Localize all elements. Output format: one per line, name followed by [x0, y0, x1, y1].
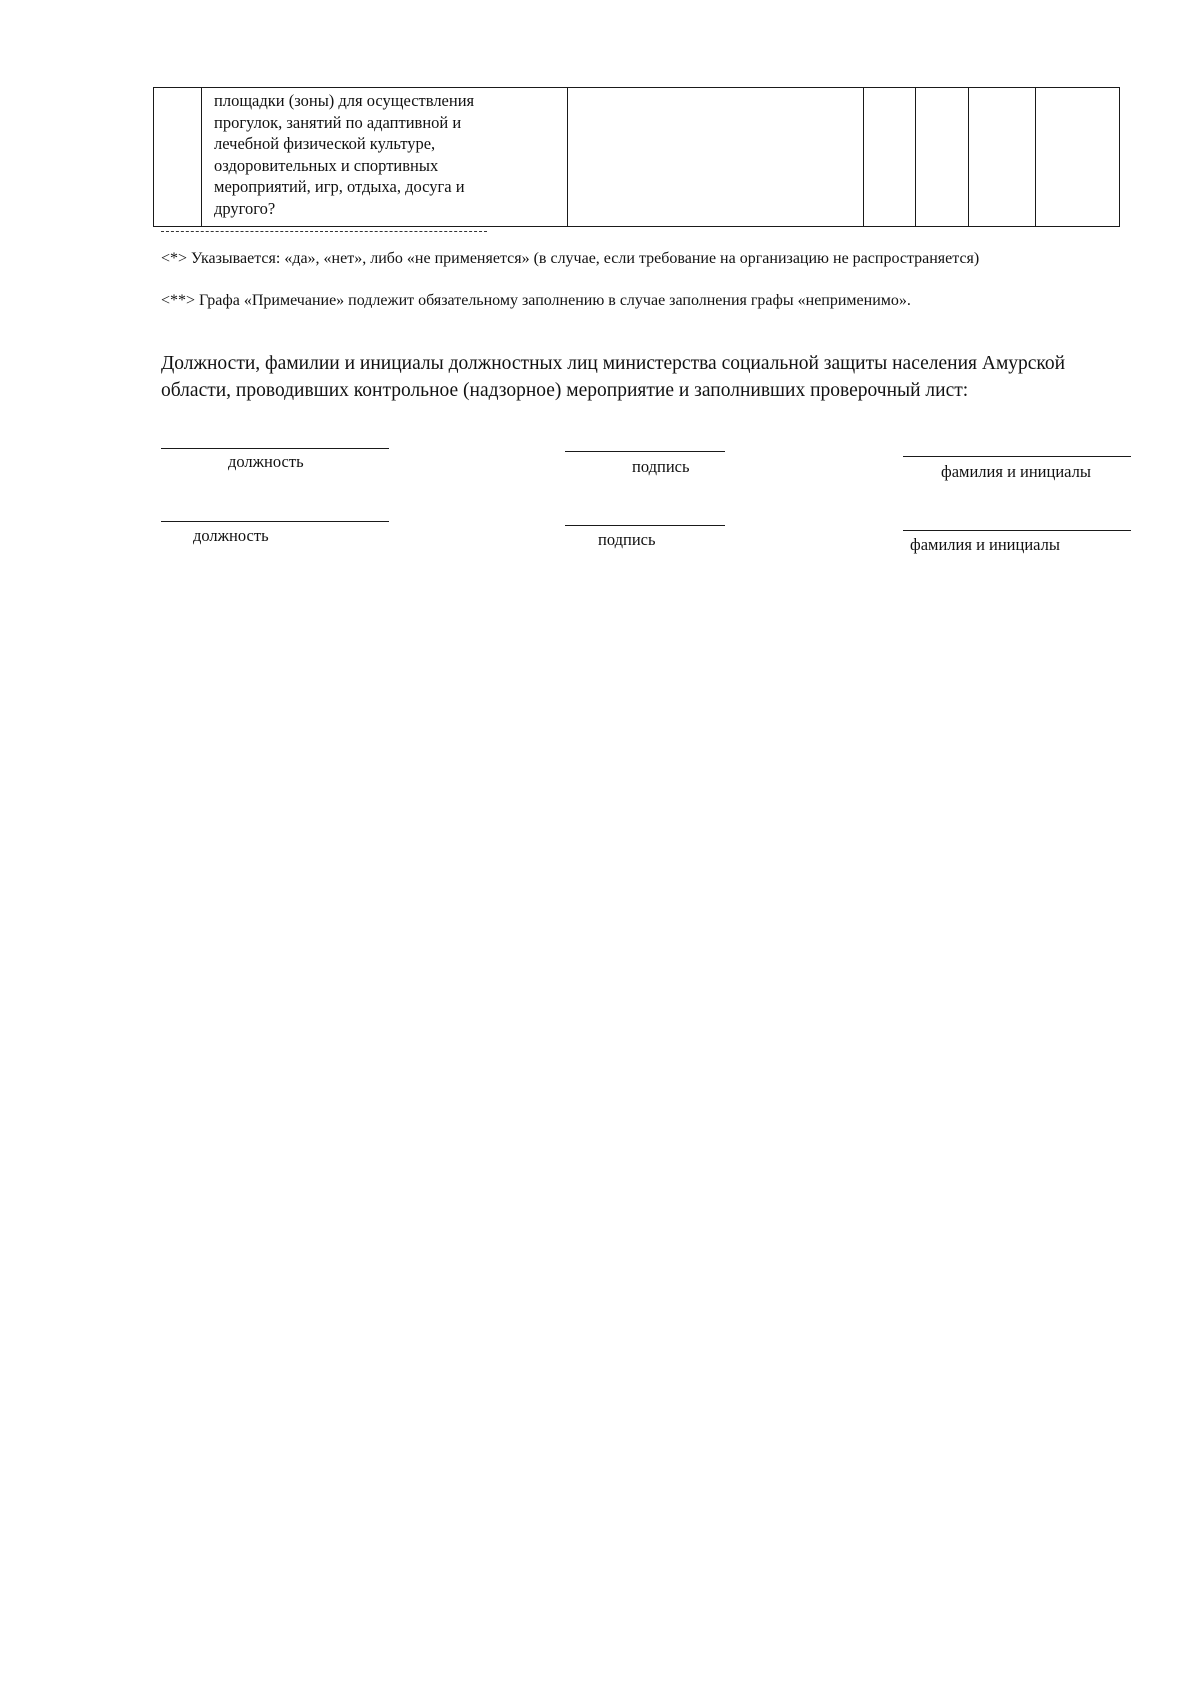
signature-label-1: подпись [632, 457, 690, 476]
table-row [154, 88, 1120, 227]
checklist-table [153, 87, 1120, 227]
answer-no-cell [916, 88, 969, 227]
answer-not-applicable-cell [969, 88, 1036, 227]
question-cell [202, 88, 568, 227]
position-label-1: должность [228, 452, 304, 471]
signature-line-1 [565, 451, 725, 452]
footnote-answer-values: <*> Указывается: «да», «нет», либо «не применяется» (в случае, если требование на организацию не распространяется) [161, 250, 980, 267]
name-label-2: фамилия и инициалы [910, 535, 1060, 554]
position-line-1 [161, 448, 389, 449]
signature-label-2: подпись [598, 530, 656, 549]
requirements-cell [568, 88, 864, 227]
officials-statement: Должности, фамилии и инициалы должностных лиц министерства социальной защиты населения Амурской области, проводивших контрольное (надзорное) мероприятие и заполнивших проверочный лист: [161, 353, 1066, 401]
row-number-cell [154, 88, 202, 227]
footnote-note-column: <**> Графа «Примечание» подлежит обязательному заполнению в случае заполнения графы «неприменимо». [161, 292, 911, 309]
question-text: площадки (зоны) для осуществления прогулок, занятий по адаптивной и лечебной физической культуре, оздоровительных и спортивных мероприятий, игр, отдыха, досуга и другого? [214, 91, 475, 218]
name-line-2 [903, 530, 1131, 531]
answer-yes-cell [864, 88, 916, 227]
position-line-2 [161, 521, 389, 522]
name-label-1: фамилия и инициалы [941, 462, 1091, 481]
signature-line-2 [565, 525, 725, 526]
position-label-2: должность [193, 526, 269, 545]
name-line-1 [903, 456, 1131, 457]
note-cell [1036, 88, 1120, 227]
footnote-divider [161, 231, 487, 232]
